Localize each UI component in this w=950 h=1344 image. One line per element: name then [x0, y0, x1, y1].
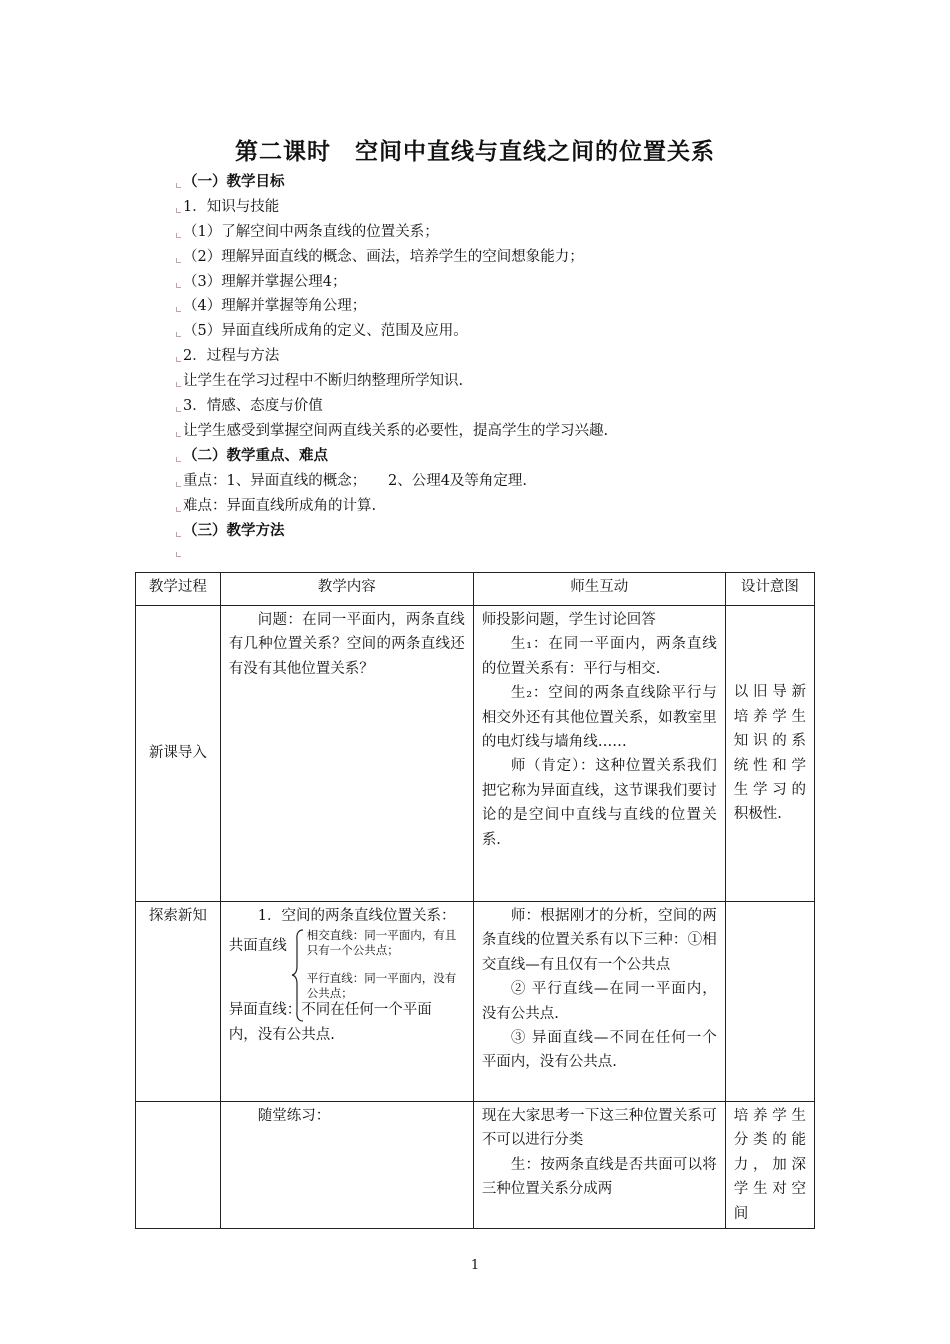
knowledge-item-text: （2）理解异面直线的概念、画法，培养学生的空间想象能力； — [183, 249, 584, 265]
content-cell: 问题：在同一平面内，两条直线有几种位置关系？空间的两条直线还有没有其他位置关系？ — [220, 606, 473, 902]
header-interaction: 师生互动 — [473, 573, 725, 606]
interaction-line: 师：根据刚才的分析，空间的两条直线的位置关系有以下三种：①相交直线—有且仅有一个公共点 — [481, 908, 717, 973]
page-number: 1 — [470, 1258, 480, 1273]
knowledge-item — [176, 222, 439, 242]
emotion-text-content: 让学生感受到掌握空间两直线关系的必要性，提高学生的学习兴趣. — [183, 423, 609, 439]
intent-cell — [725, 902, 814, 1102]
method-heading-text: （三）教学方法 — [183, 522, 285, 539]
knowledge-item-text: （4）理解并掌握等角公理； — [183, 298, 367, 314]
interaction-line: 师（肯定）：这种位置关系我们把它称为异面直线，这节课我们要讨论的是空间中直线与直线的位置关系. — [481, 758, 717, 848]
header-content: 教学内容 — [220, 573, 473, 606]
skew-text: 异面直线：不同在任何一个平面内，没有公共点. — [228, 1002, 432, 1043]
knowledge-item-text: （5）异面直线所成角的定义、范围及应用。 — [183, 323, 468, 339]
coplanar-label: 共面直线 — [228, 938, 287, 955]
lesson-table — [135, 572, 815, 1229]
keypoints-heading-text: （二）教学重点、难点 — [183, 447, 328, 464]
table-row — [136, 902, 815, 1102]
interaction-line: ② 平行直线—在同一平面内，没有公共点. — [481, 981, 717, 1022]
interaction-cell — [473, 902, 725, 1102]
intent-cell: 培养学生分类的能力，加深学生对空间 — [725, 1102, 814, 1229]
content-intro: 1．空间的两条直线位置关系： — [257, 908, 456, 924]
knowledge-item — [176, 296, 366, 316]
empty-paragraph — [176, 541, 183, 561]
interaction-line: ③ 异面直线—不同在任何一个平面内，没有公共点. — [481, 1030, 717, 1071]
knowledge-item — [176, 272, 346, 292]
stage-cell: 探索新知 — [136, 902, 221, 1102]
process-heading — [176, 346, 279, 366]
keypoints-text — [176, 471, 527, 491]
keypoints-heading — [176, 446, 328, 466]
header-intent: 设计意图 — [725, 573, 814, 606]
knowledge-heading-text: 1．知识与技能 — [183, 199, 280, 215]
method-heading — [176, 521, 285, 541]
emotion-text — [176, 421, 608, 441]
keypoints-text-content: 重点：1、异面直线的概念； 2、公理4及等角定理. — [183, 473, 528, 489]
difficulty-text-content: 难点：异面直线所成角的计算. — [183, 498, 377, 514]
table-row — [136, 1102, 815, 1229]
classification-diagram — [228, 928, 465, 1043]
interaction-cell — [473, 1102, 725, 1229]
page-title: 第二课时 空间中直线与直线之间的位置关系 — [235, 138, 715, 165]
knowledge-heading — [176, 197, 279, 217]
interaction-line: 生₁：在同一平面内，两条直线的位置关系有：平行与相交. — [481, 636, 717, 677]
header-process: 教学过程 — [136, 573, 221, 606]
intersect-text: 相交直线：同一平面内，有且只有一个公共点； — [306, 928, 457, 958]
interaction-cell — [473, 606, 725, 902]
knowledge-item-text: （3）理解并掌握公理4； — [183, 274, 347, 290]
process-text-content: 让学生在学习过程中不断归纳整理所学知识. — [183, 373, 464, 389]
parallel-text: 平行直线：同一平面内，没有公共点； — [306, 971, 457, 1001]
stage-cell — [136, 1102, 221, 1229]
goals-heading — [176, 172, 285, 192]
goals-heading-text: （一）教学目标 — [183, 173, 285, 190]
interaction-line: 生：按两条直线是否共面可以将三种位置关系分成两 — [481, 1156, 717, 1198]
emotion-heading-text: 3．情感、态度与价值 — [183, 398, 323, 414]
knowledge-item-text: （1）了解空间中两条直线的位置关系； — [183, 224, 439, 240]
interaction-line: 生₂：空间的两条直线除平行与相交外还有其他位置关系，如教室里的电灯线与墙角线…… — [481, 685, 717, 751]
stage-cell: 新课导入 — [136, 606, 221, 902]
difficulty-text — [176, 496, 376, 516]
emotion-heading — [176, 396, 323, 416]
intent-cell: 以旧导新培养学生知识的系统性和学生学习的积极性. — [725, 606, 814, 902]
content-cell: 随堂练习： — [220, 1102, 473, 1229]
process-text — [176, 371, 463, 391]
interaction-line: 师投影问题，学生讨论回答 — [481, 612, 656, 628]
knowledge-item — [176, 321, 468, 341]
process-heading-text: 2．过程与方法 — [183, 348, 280, 364]
knowledge-item — [176, 247, 584, 267]
table-header-row — [136, 573, 815, 606]
interaction-line: 现在大家思考一下这三种位置关系可不可以进行分类 — [481, 1108, 717, 1149]
table-row — [136, 606, 815, 902]
content-cell — [220, 902, 473, 1102]
